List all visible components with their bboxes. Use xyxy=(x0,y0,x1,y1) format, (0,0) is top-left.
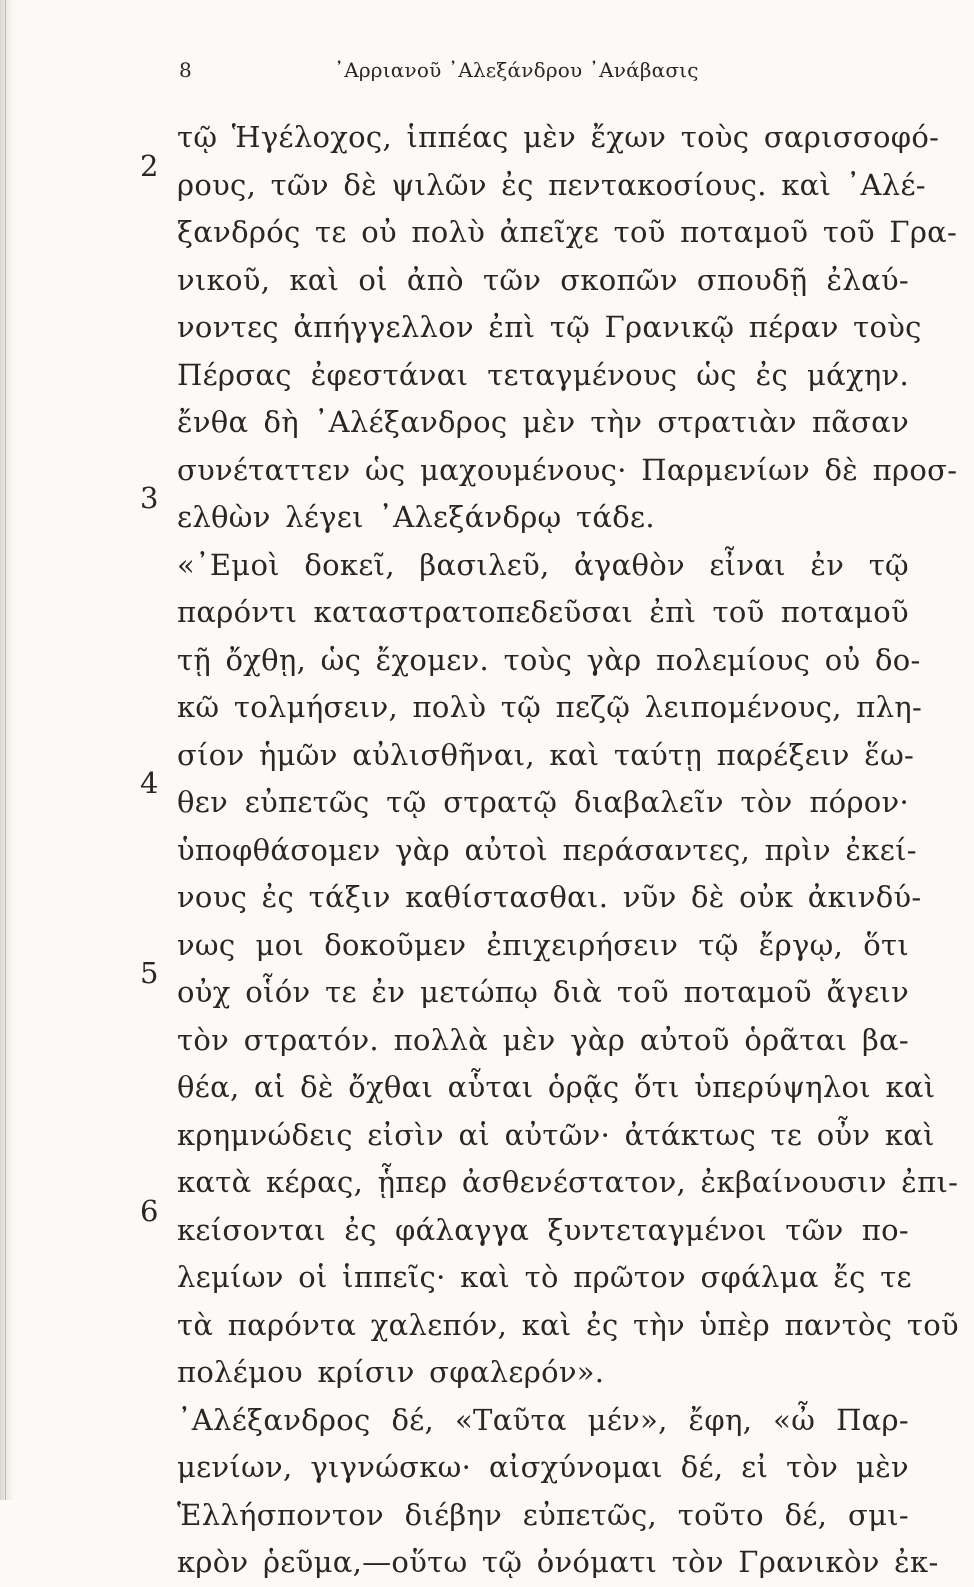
text-line: λεμίων οἱ ἱππεῖς· καὶ τὸ πρῶτον σφάλμα ἔς τε xyxy=(177,1260,912,1294)
text-line: νως μοι δοκοῦμεν ἐπιχειρήσειν τῷ ἔργῳ, ὅτι xyxy=(177,927,909,962)
text-line: νοντες ἀπήγγελλον ἐπὶ τῷ Γρανικῷ πέραν τοὺς xyxy=(177,310,922,344)
text-line: πολέμου κρίσιν σφαλερόν». xyxy=(177,1355,605,1389)
text-line: τῷ Ἡγέλοχος, ἱππέας μὲν ἔχων τοὺς σαρισσοφό- xyxy=(177,120,940,154)
text-line: ρους, τῶν δὲ ψιλῶν ἐς πεντακοσίους. καὶ ᾿Αλέ- xyxy=(177,167,926,202)
text-line: σίον ἡμῶν αὐλισθῆναι, καὶ ταύτῃ παρέξειν ἕω- xyxy=(177,737,915,772)
text-line: νικοῦ, καὶ οἱ ἀπὸ τῶν σκοπῶν σπουδῇ ἐλαύ- xyxy=(177,262,909,297)
text-line: οὐχ οἷόν τε ἐν μετώπῳ διὰ τοῦ ποταμοῦ ἄγειν xyxy=(177,975,909,1009)
text-line: ὑποφθάσομεν γὰρ αὐτοὶ περάσαντες, πρὶν ἐκεί- xyxy=(177,832,917,867)
section-number: 3 xyxy=(140,481,159,515)
text-line: ελθὼν λέγει ᾿Αλεξάνδρῳ τάδε. xyxy=(177,500,655,534)
text-line: κείσονται ἐς φάλαγγα ξυντεταγμένοι τῶν πο- xyxy=(177,1212,909,1247)
text-line: τῇ ὄχθῃ, ὡς ἔχομεν. τοὺς γὰρ πολεμίους οὐ δο- xyxy=(177,642,921,677)
text-line: κατὰ κέρας, ᾗπερ ἀσθενέστατον, ἐκβαίνουσιν ἐπι- xyxy=(177,1165,959,1199)
text-line: ἔνθα δὴ ᾿Αλέξανδρος μὲν τὴν στρατιὰν πᾶσαν xyxy=(177,405,909,439)
text-line: τὰ παρόντα χαλεπόν, καὶ ἐς τὴν ὑπὲρ παντὸς τοῦ xyxy=(177,1307,959,1342)
binding-edge xyxy=(5,0,6,1500)
text-line: «᾿Εμοὶ δοκεῖ, βασιλεῦ, ἀγαθὸν εἶναι ἐν τῷ xyxy=(177,547,909,582)
text-line: Πέρσας ἐφεστάναι τεταγμένους ὡς ἐς μάχην. xyxy=(177,357,909,392)
binding-shadow xyxy=(0,0,14,1500)
text-line: ᾿Αλέξανδρος δέ, «Ταῦτα μέν», ἔφη, «ὦ Παρ- xyxy=(177,1402,909,1437)
text-line: ξανδρός τε οὐ πολὺ ἀπεῖχε τοῦ ποταμοῦ τοῦ Γρα- xyxy=(177,215,958,249)
text-line: κρημνώδεις εἰσὶν αἱ αὐτῶν· ἀτάκτως τε οὖν καὶ xyxy=(177,1117,935,1152)
section-number: 5 xyxy=(140,956,159,990)
section-number: 2 xyxy=(140,149,159,183)
text-line: μενίων, γιγνώσκω· αἰσχύνομαι δέ, εἰ τὸν μὲν xyxy=(177,1450,909,1484)
text-line: τὸν στρατόν. πολλὰ μὲν γὰρ αὐτοῦ ὁρᾶται βα- xyxy=(177,1022,909,1057)
section-number: 6 xyxy=(140,1194,159,1228)
section-number: 4 xyxy=(140,766,159,800)
text-line: νους ἐς τάξιν καθίστασθαι. νῦν δὲ οὐκ ἀκινδύ- xyxy=(177,880,922,914)
text-line: κῶ τολμήσειν, πολὺ τῷ πεζῷ λειπομένους, πλη- xyxy=(177,690,923,724)
text-line: παρόντι καταστρατοπεδεῦσαι ἐπὶ τοῦ ποταμοῦ xyxy=(177,595,909,629)
text-line: θέα, αἱ δὲ ὄχθαι αὗται ὁρᾷς ὅτι ὑπερύψηλοι καὶ xyxy=(177,1070,936,1104)
text-line: Ἑλλήσποντον διέβην εὐπετῶς, τοῦτο δέ, σμι- xyxy=(177,1497,909,1532)
body-text xyxy=(177,114,959,1587)
running-title: ᾿Αρριανοῦ ᾿Αλεξάνδρου ᾿Ανάβασις xyxy=(334,58,699,82)
page-number: 8 xyxy=(179,58,192,82)
text-line: συνέταττεν ὡς μαχουμένους· Παρμενίων δὲ προσ- xyxy=(177,452,958,487)
text-line: θεν εὐπετῶς τῷ στρατῷ διαβαλεῖν τὸν πόρον· xyxy=(177,785,909,819)
text-line: κρὸν ῥεῦμα,—οὕτω τῷ ὀνόματι τὸν Γρανικὸν ἐκ- xyxy=(177,1545,939,1579)
